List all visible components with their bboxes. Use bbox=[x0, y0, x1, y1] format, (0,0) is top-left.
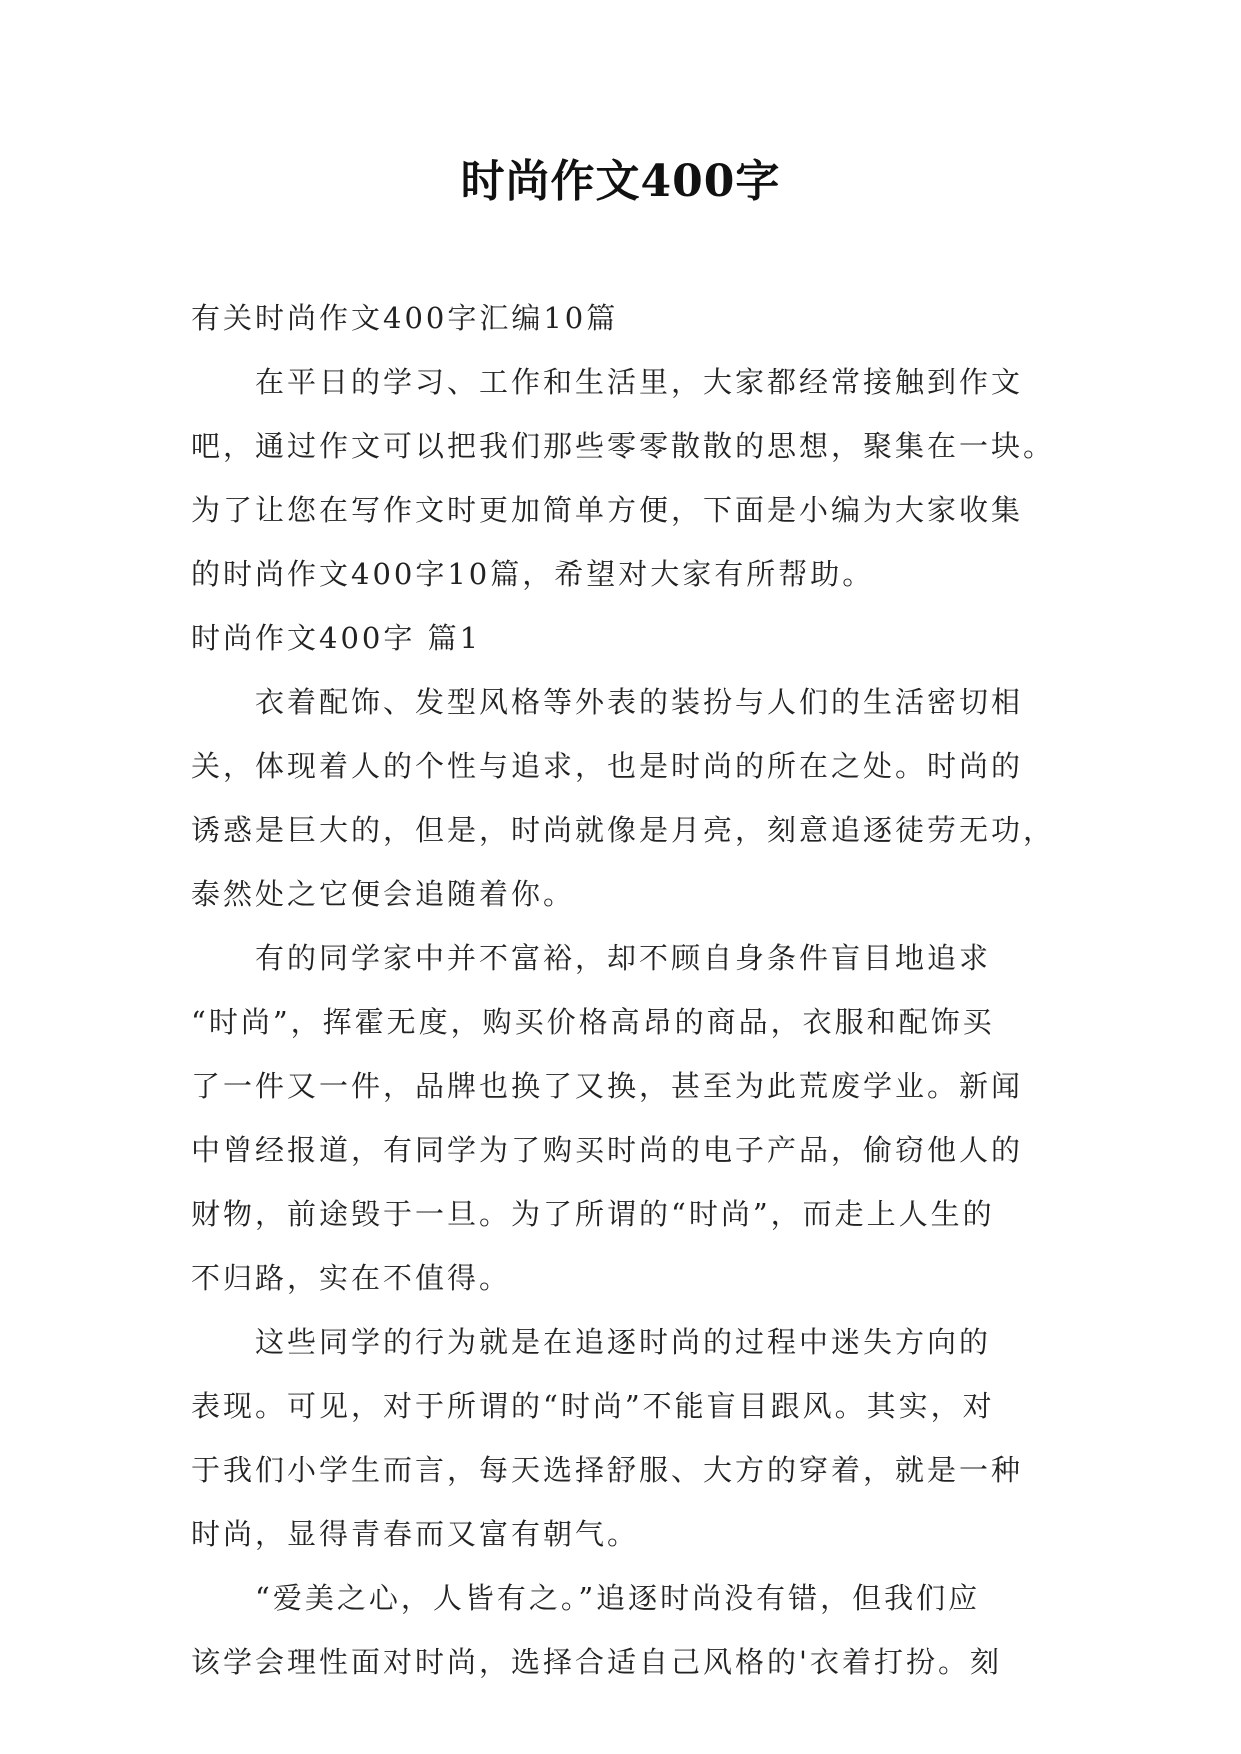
text-line: 的时尚作文400字10篇，希望对大家有所帮助。 bbox=[191, 557, 875, 591]
text-line: 为了让您在写作文时更加简单方便，下面是小编为大家收集 bbox=[191, 493, 1024, 527]
text-line: 关，体现着人的个性与追求，也是时尚的所在之处。时尚的 bbox=[191, 749, 1024, 783]
text-line: 财物，前途毁于一旦。为了所谓的“时尚”，而走上人生的 bbox=[191, 1197, 995, 1231]
text-line: 这些同学的行为就是在追逐时尚的过程中迷失方向的 bbox=[255, 1325, 992, 1359]
text-line: 了一件又一件，品牌也换了又换，甚至为此荒废学业。新闻 bbox=[191, 1069, 1024, 1103]
text-line: 在平日的学习、工作和生活里，大家都经常接触到作文 bbox=[255, 365, 1024, 399]
document-body bbox=[191, 286, 1056, 1694]
text-line: 泰然处之它便会追随着你。 bbox=[191, 877, 576, 911]
text-line: 该学会理性面对时尚，选择合适自己风格的'衣着打扮。刻 bbox=[191, 1645, 1002, 1679]
text-line: 不归路，实在不值得。 bbox=[191, 1261, 512, 1295]
text-line: 衣着配饰、发型风格等外表的装扮与人们的生活密切相 bbox=[255, 685, 1024, 719]
text-line: 时尚作文400字 篇1 bbox=[191, 621, 482, 655]
text-line: 于我们小学生而言，每天选择舒服、大方的穿着，就是一种 bbox=[191, 1453, 1024, 1487]
document-title: 时尚作文400字 bbox=[460, 156, 781, 207]
text-line: “时尚”，挥霍无度，购买价格高昂的商品，衣服和配饰买 bbox=[191, 1005, 995, 1039]
text-line: 有的同学家中并不富裕，却不顾自身条件盲目地追求 bbox=[255, 941, 992, 975]
text-line: 诱惑是巨大的，但是，时尚就像是月亮，刻意追逐徒劳无功， bbox=[191, 813, 1056, 847]
text-line: 有关时尚作文400字汇编10篇 bbox=[191, 301, 619, 335]
text-line: 中曾经报道，有同学为了购买时尚的电子产品，偷窃他人的 bbox=[191, 1133, 1024, 1167]
text-line: 吧，通过作文可以把我们那些零零散散的思想，聚集在一块。 bbox=[191, 429, 1056, 463]
text-line: 表现。可见，对于所谓的“时尚”不能盲目跟风。其实，对 bbox=[191, 1389, 995, 1423]
text-line: 时尚，显得青春而又富有朝气。 bbox=[191, 1517, 640, 1551]
text-line: “爱美之心，人皆有之。”追逐时尚没有错，但我们应 bbox=[255, 1581, 981, 1615]
